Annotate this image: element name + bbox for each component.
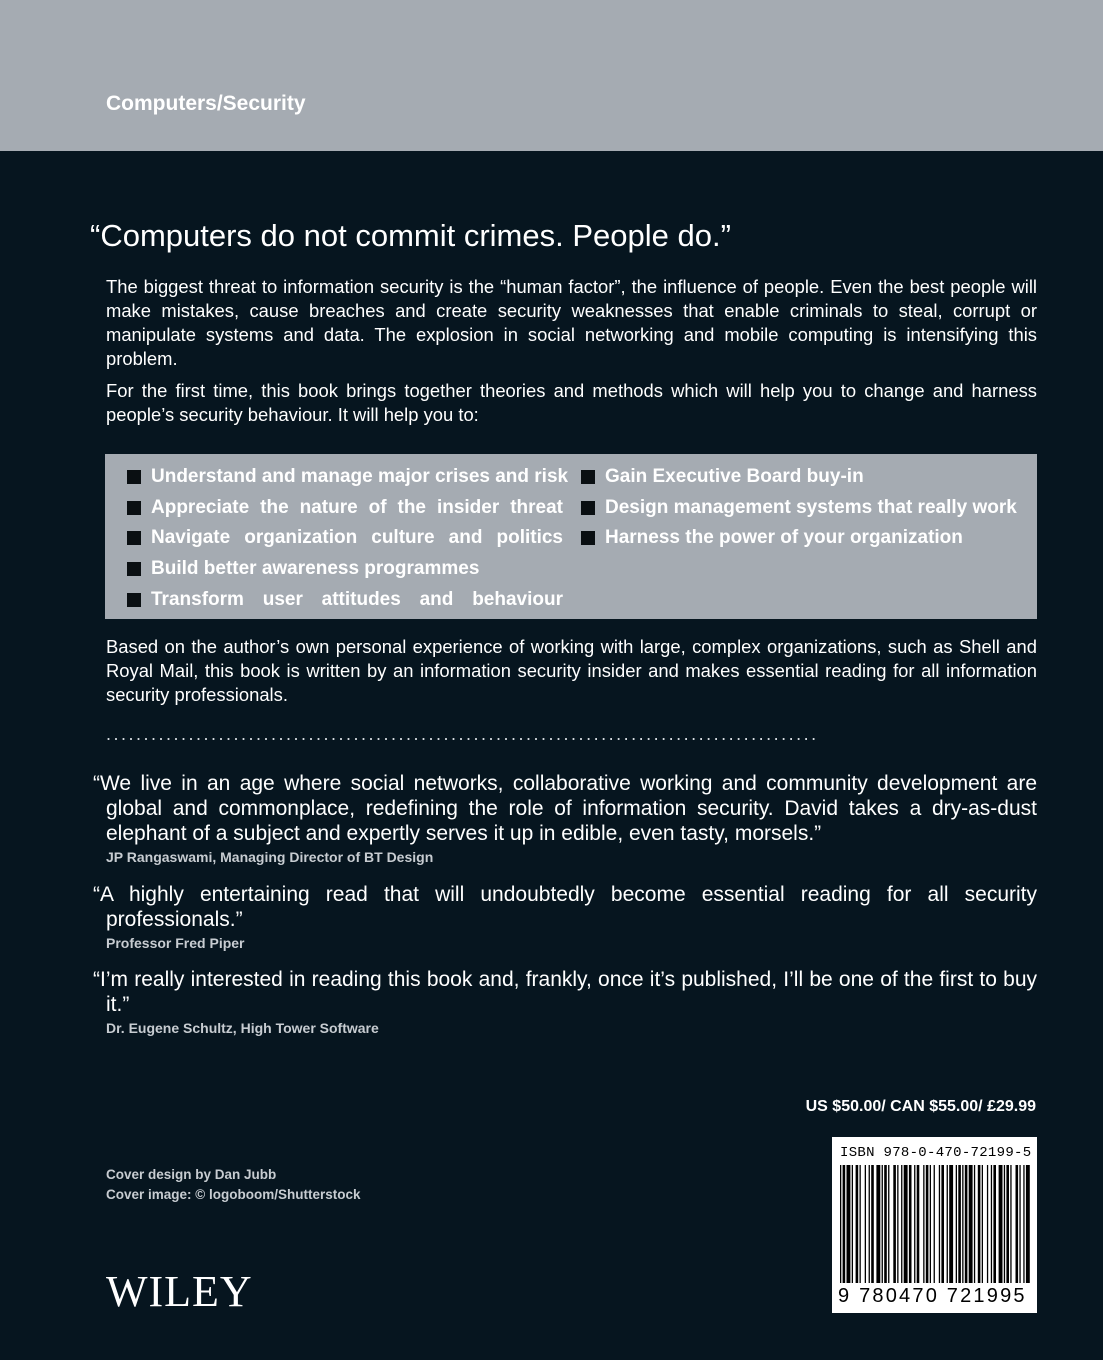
testimonial-text: “We live in an age where social networks, collaborative working and community development are global and commonplace, redefining the role of information security. David takes a dry-as-dust elephant of a subject and expertly serves it up in edible, even tasty, morsels.” (93, 772, 1037, 845)
testimonial-text: “A highly entertaining read that will undoubtedly become essential reading for all security professionals.” (93, 883, 1037, 931)
headline: “Computers do not commit crimes. People do.” (90, 218, 731, 253)
top-band (0, 0, 1103, 151)
price-line: US $50.00/ CAN $55.00/ £29.99 (805, 1098, 1036, 1115)
square-bullet-icon (127, 562, 141, 576)
isbn-barcode-box (832, 1137, 1037, 1313)
testimonial-attribution: Dr. Eugene Schultz, High Tower Software (106, 1020, 379, 1036)
benefit-item: Transform user attitudes and behaviour (127, 584, 563, 615)
cover-image-credit: Cover image: © logoboom/Shutterstock (106, 1187, 361, 1202)
benefit-item: Understand and manage major crises and risk (127, 462, 563, 493)
square-bullet-icon (581, 501, 595, 515)
square-bullet-icon (127, 593, 141, 607)
cover-credits (106, 1165, 360, 1205)
benefits-right-column (581, 462, 1021, 554)
isbn-label: ISBN 978-0-470-72199-5 (840, 1145, 1032, 1161)
square-bullet-icon (127, 501, 141, 515)
testimonial-attribution: Professor Fred Piper (106, 935, 245, 951)
author-paragraph: Based on the author’s own personal experience of working with large, complex organizations, such as Shell and Royal Mail, this book is written by an information security insider and makes essential reading for all information security professionals. (106, 636, 1037, 705)
barcode-digits: 9 780470 721995 (838, 1285, 1027, 1307)
testimonial-1 (93, 771, 1037, 865)
cover-design-credit: Cover design by Dan Jubb (106, 1167, 277, 1182)
testimonial-text: “I’m really interested in reading this book and, frankly, once it’s published, I’ll be one of the first to buy it.” (93, 968, 1037, 1016)
intro-paragraph-1: The biggest threat to information security is the “human factor”, the influence of people. Even the best people will make mistakes, cause breaches and create security weaknesses that enable criminals to steal, corrupt or manipulate systems and data. The explosion in social networking and mobile computing is intensifying this problem. (106, 276, 1037, 369)
testimonial-3 (93, 967, 1037, 1036)
benefits-box (105, 454, 1037, 619)
benefit-item: Gain Executive Board buy-in (581, 462, 1021, 493)
barcode-icon (838, 1165, 1031, 1287)
benefit-item: Design management systems that really work (581, 493, 1021, 524)
benefit-item: Appreciate the nature of the insider threat (127, 493, 563, 524)
benefit-item: Build better awareness programmes (127, 554, 563, 585)
benefit-item: Harness the power of your organization (581, 523, 1021, 554)
benefit-item: Navigate organization culture and politics (127, 523, 563, 554)
benefits-left-column (127, 462, 569, 615)
intro-paragraph-2: For the first time, this book brings together theories and methods which will help you to change and harness people’s security behaviour. It will help you to: (106, 380, 1037, 425)
dotted-separator: ............................................................................................... (106, 724, 819, 744)
testimonial-2 (93, 882, 1037, 951)
square-bullet-icon (127, 531, 141, 545)
square-bullet-icon (127, 470, 141, 484)
testimonial-attribution: JP Rangaswami, Managing Director of BT Design (106, 849, 434, 865)
category-label: Computers/Security (106, 92, 306, 115)
publisher-logo: WILEY (106, 1267, 253, 1316)
square-bullet-icon (581, 531, 595, 545)
square-bullet-icon (581, 470, 595, 484)
